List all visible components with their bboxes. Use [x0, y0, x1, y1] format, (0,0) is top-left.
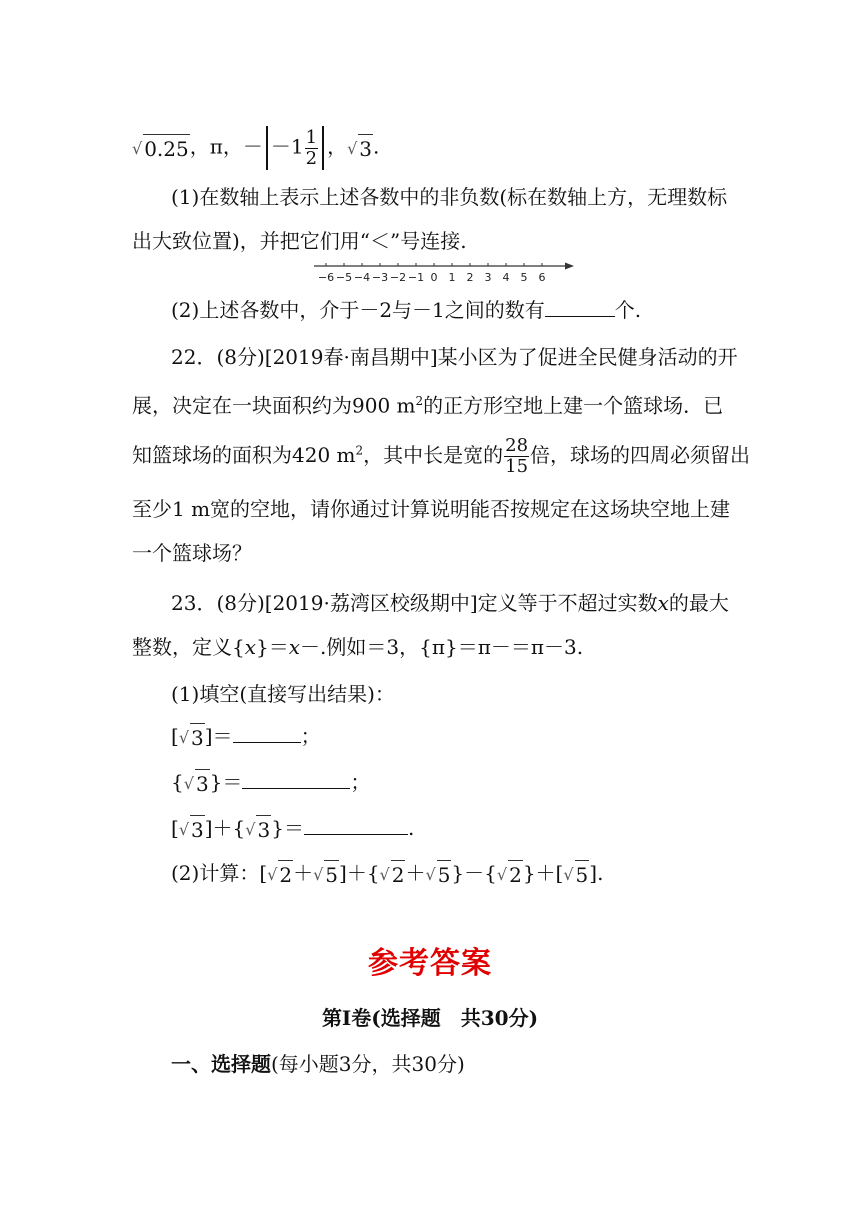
- q23-fill1: [ √ 3 ]＝ ；: [171, 724, 321, 750]
- radical-sign-icon: √: [313, 865, 324, 884]
- number-line-tick-label: −2: [389, 271, 407, 284]
- number-line-tick-label: 0: [430, 271, 438, 284]
- q23-part1-title: (1)填空(直接写出结果)：: [171, 682, 395, 706]
- q23-part2: (2)计算：[ √ 2 ＋ √ 5 ]＋{ √ 2 ＋ √ 5 }－{ √ 2 }＋[ √ 5 ].: [171, 861, 604, 887]
- number-line-tick-label: 6: [538, 271, 546, 284]
- q23-line1: 23．(8分)[2019·荔湾区校级期中]定义等于不超过实数x的最大: [171, 591, 729, 615]
- sqrt-expression: √ 5: [425, 860, 451, 889]
- answer-blank[interactable]: [304, 816, 408, 835]
- answer-blank[interactable]: [233, 724, 301, 743]
- fraction: $\frac{1}{2}$: [305, 126, 318, 169]
- q21-part1-line2: 出大致位置)，并把它们用“＜”号连接.: [132, 229, 467, 253]
- number-line-tick-label: −1: [407, 271, 425, 284]
- radical-sign-icon: √: [496, 865, 508, 884]
- radical-sign-icon: √: [563, 865, 574, 884]
- q22-line5: 一个篮球场？: [132, 541, 252, 565]
- number-line-tick-label: −5: [335, 271, 353, 284]
- q21-numbers-line: √ 0.25 ，π，－ －1 $\frac{1}{2}$ ， √ 3 .: [132, 126, 380, 169]
- sqrt-expression: √ 5: [313, 860, 339, 889]
- radical-sign-icon: √: [425, 865, 436, 884]
- abs-bar-left: [266, 126, 268, 170]
- radical-sign-icon: √: [183, 774, 194, 793]
- sqrt-expression: √ 3: [245, 815, 271, 844]
- radical-sign-icon: √: [379, 865, 390, 884]
- sqrt-expression: √ 3: [179, 815, 205, 844]
- radical-sign-icon: √: [178, 728, 190, 747]
- number-line-tick-label: 5: [520, 271, 528, 284]
- q22-line1: 22．(8分)[2019春·南昌期中]某小区为了促进全民健身活动的开: [171, 345, 738, 369]
- arrow-right-icon: [565, 263, 574, 270]
- radical-sign-icon: √: [267, 865, 278, 884]
- radical-sign-icon: √: [245, 820, 256, 839]
- sqrt-expression: √ 3: [184, 769, 210, 798]
- fraction: $\frac{28}{15}$: [505, 435, 529, 477]
- number-line-tick-label: 3: [484, 271, 492, 284]
- abs-bar-right: [322, 126, 324, 170]
- q22-line3: 知篮球场的面积为420 $m^2$，其中长是宽的 $\frac{28}{15}$ 倍，球场的四周必须留出: [132, 435, 751, 477]
- q22-line2: 展，决定在一块面积约为900 $m^2$的正方形空地上建一个篮球场．已: [132, 393, 724, 418]
- answer-blank[interactable]: [242, 770, 350, 789]
- q21-part1-line1: (1)在数轴上表示上述各数中的非负数(标在数轴上方，无理数标: [171, 185, 728, 209]
- radical-sign-icon: √: [132, 138, 143, 158]
- number-line-tick-label: −4: [353, 271, 371, 284]
- q23-fill2: { √ 3 }＝ ；: [171, 770, 371, 796]
- q23-line2: 整数，定义{x}＝x－.例如＝3，{π}＝π－＝π－3.: [132, 635, 584, 659]
- sqrt-expression: √ 2: [380, 860, 406, 889]
- number-line-tick-label: 2: [466, 271, 474, 284]
- q23-fill3: [ √ 3 ]＋{ √ 3 }＝ .: [171, 816, 415, 842]
- number-line-tick-label: −6: [317, 271, 335, 284]
- number-line-tick-label: 1: [448, 271, 456, 284]
- sqrt-expression: √ 3: [179, 723, 205, 752]
- radical-sign-icon: √: [347, 138, 358, 158]
- q21-part2-line: (2)上述各数中，介于－2与－1之间的数有 个.: [171, 298, 642, 322]
- sqrt-expression: √ 3: [347, 134, 373, 163]
- sqrt-expression: √ 2: [267, 860, 293, 889]
- q22-line4: 至少1 m宽的空地，请你通过计算说明能否按规定在这场块空地上建: [132, 497, 731, 521]
- number-line-tick-label: −3: [371, 271, 389, 284]
- number-line-tick-label: 4: [502, 271, 510, 284]
- answers-subsection: 一、选择题(每小题3分，共30分): [171, 1052, 465, 1076]
- answers-title: 参考答案: [368, 946, 492, 981]
- radical-sign-icon: √: [178, 820, 190, 839]
- number-line: [312, 257, 578, 287]
- sqrt-expression: √ 5: [563, 860, 589, 889]
- sqrt-expression: √ 2: [497, 860, 523, 889]
- answer-blank[interactable]: [545, 298, 615, 317]
- answers-section-heading: 第Ⅰ卷(选择题 共30分): [321, 1006, 539, 1030]
- sqrt-expression: √ 0.25: [132, 134, 190, 163]
